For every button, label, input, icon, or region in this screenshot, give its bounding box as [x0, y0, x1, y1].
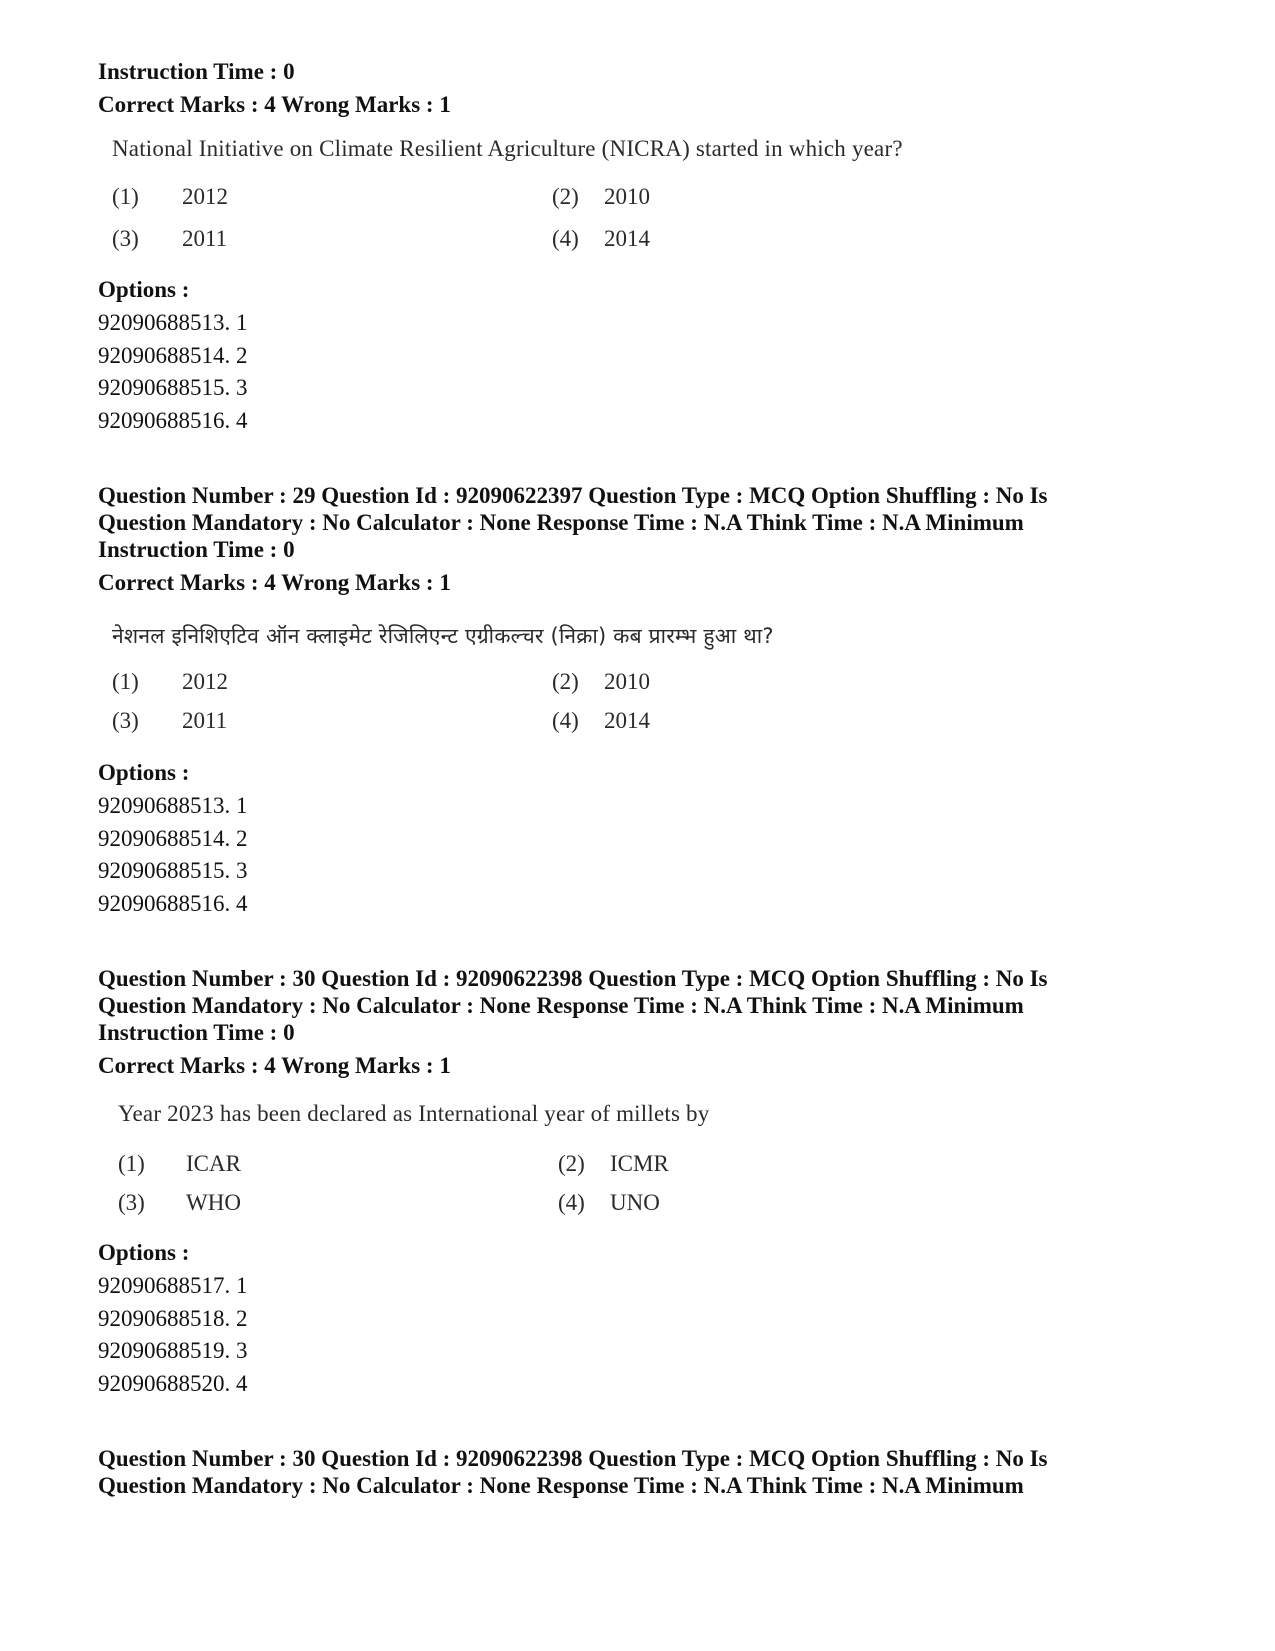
choice-3 — [112, 708, 227, 734]
question-header-line: Question Number : 29 Question Id : 92090622397 Question Type : MCQ Option Shuffling : No Is — [98, 483, 1048, 508]
choice-text: ICAR — [186, 1151, 241, 1176]
choice-text: WHO — [186, 1190, 241, 1215]
choice-2 — [552, 184, 650, 210]
question-text: National Initiative on Climate Resilient Agriculture (NICRA) started in which year? — [112, 136, 903, 161]
question-header-line: Question Mandatory : No Calculator : None Response Time : N.A Think Time : N.A Minimum — [98, 1473, 1024, 1498]
question-header-line: Question Number : 30 Question Id : 92090622398 Question Type : MCQ Option Shuffling : No Is — [98, 1446, 1048, 1471]
option-item: 92090688519. 3 — [98, 1338, 248, 1363]
choice-text: 2010 — [604, 669, 650, 694]
options-heading: Options : — [98, 760, 190, 785]
choice-2 — [558, 1151, 669, 1177]
options-heading: Options : — [98, 1240, 190, 1265]
question-header-line: Question Number : 30 Question Id : 92090622398 Question Type : MCQ Option Shuffling : No Is — [98, 966, 1048, 991]
option-item: 92090688513. 1 — [98, 793, 248, 818]
option-item: 92090688514. 2 — [98, 826, 248, 851]
option-item: 92090688515. 3 — [98, 375, 248, 400]
marks-line: Correct Marks : 4 Wrong Marks : 1 — [98, 1053, 451, 1078]
choice-text: 2011 — [182, 226, 228, 251]
option-item: 92090688514. 2 — [98, 343, 248, 368]
choice-number: (1) — [112, 184, 139, 209]
option-item: 92090688518. 2 — [98, 1306, 248, 1331]
instruction-time: Instruction Time : 0 — [98, 59, 295, 84]
question-header-line: Question Mandatory : No Calculator : None Response Time : N.A Think Time : N.A Minimum — [98, 993, 1024, 1018]
choice-text: ICMR — [610, 1151, 669, 1176]
choice-4 — [558, 1190, 660, 1216]
choice-number: (2) — [558, 1151, 585, 1176]
choice-number: (2) — [552, 669, 579, 694]
question-text: नेशनल इनिशिएटिव ऑन क्लाइमेट रेजिलिएन्ट एग्रीकल्चर (निक्रा) कब प्रारम्भ हुआ था? — [112, 624, 774, 648]
choice-3 — [118, 1190, 241, 1216]
choice-text: UNO — [610, 1190, 660, 1215]
choice-number: (3) — [112, 226, 139, 251]
choice-text: 2011 — [182, 708, 228, 733]
choice-4 — [552, 226, 650, 252]
choice-1 — [112, 669, 228, 695]
marks-line: Correct Marks : 4 Wrong Marks : 1 — [98, 92, 451, 117]
option-item: 92090688517. 1 — [98, 1273, 248, 1298]
choice-text: 2010 — [604, 184, 650, 209]
choice-text: 2012 — [182, 184, 228, 209]
choice-3 — [112, 226, 227, 252]
choice-text: 2012 — [182, 669, 228, 694]
instruction-time: Instruction Time : 0 — [98, 1020, 295, 1045]
choice-number: (2) — [552, 184, 579, 209]
option-item: 92090688516. 4 — [98, 891, 248, 916]
option-item: 92090688516. 4 — [98, 408, 248, 433]
marks-line: Correct Marks : 4 Wrong Marks : 1 — [98, 570, 451, 595]
question-text: Year 2023 has been declared as International year of millets by — [118, 1101, 710, 1126]
choice-4 — [552, 708, 650, 734]
choice-number: (4) — [552, 226, 579, 251]
choice-1 — [118, 1151, 241, 1177]
choice-number: (1) — [118, 1151, 145, 1176]
choice-1 — [112, 184, 228, 210]
choice-number: (4) — [552, 708, 579, 733]
choice-text: 2014 — [604, 226, 650, 251]
options-heading: Options : — [98, 277, 190, 302]
question-header-line: Question Mandatory : No Calculator : None Response Time : N.A Think Time : N.A Minimum — [98, 510, 1024, 535]
choice-number: (4) — [558, 1190, 585, 1215]
choice-2 — [552, 669, 650, 695]
option-item: 92090688513. 1 — [98, 310, 248, 335]
option-item: 92090688520. 4 — [98, 1371, 248, 1396]
choice-number: (1) — [112, 669, 139, 694]
choice-number: (3) — [112, 708, 139, 733]
instruction-time: Instruction Time : 0 — [98, 537, 295, 562]
option-item: 92090688515. 3 — [98, 858, 248, 883]
choice-number: (3) — [118, 1190, 145, 1215]
choice-text: 2014 — [604, 708, 650, 733]
